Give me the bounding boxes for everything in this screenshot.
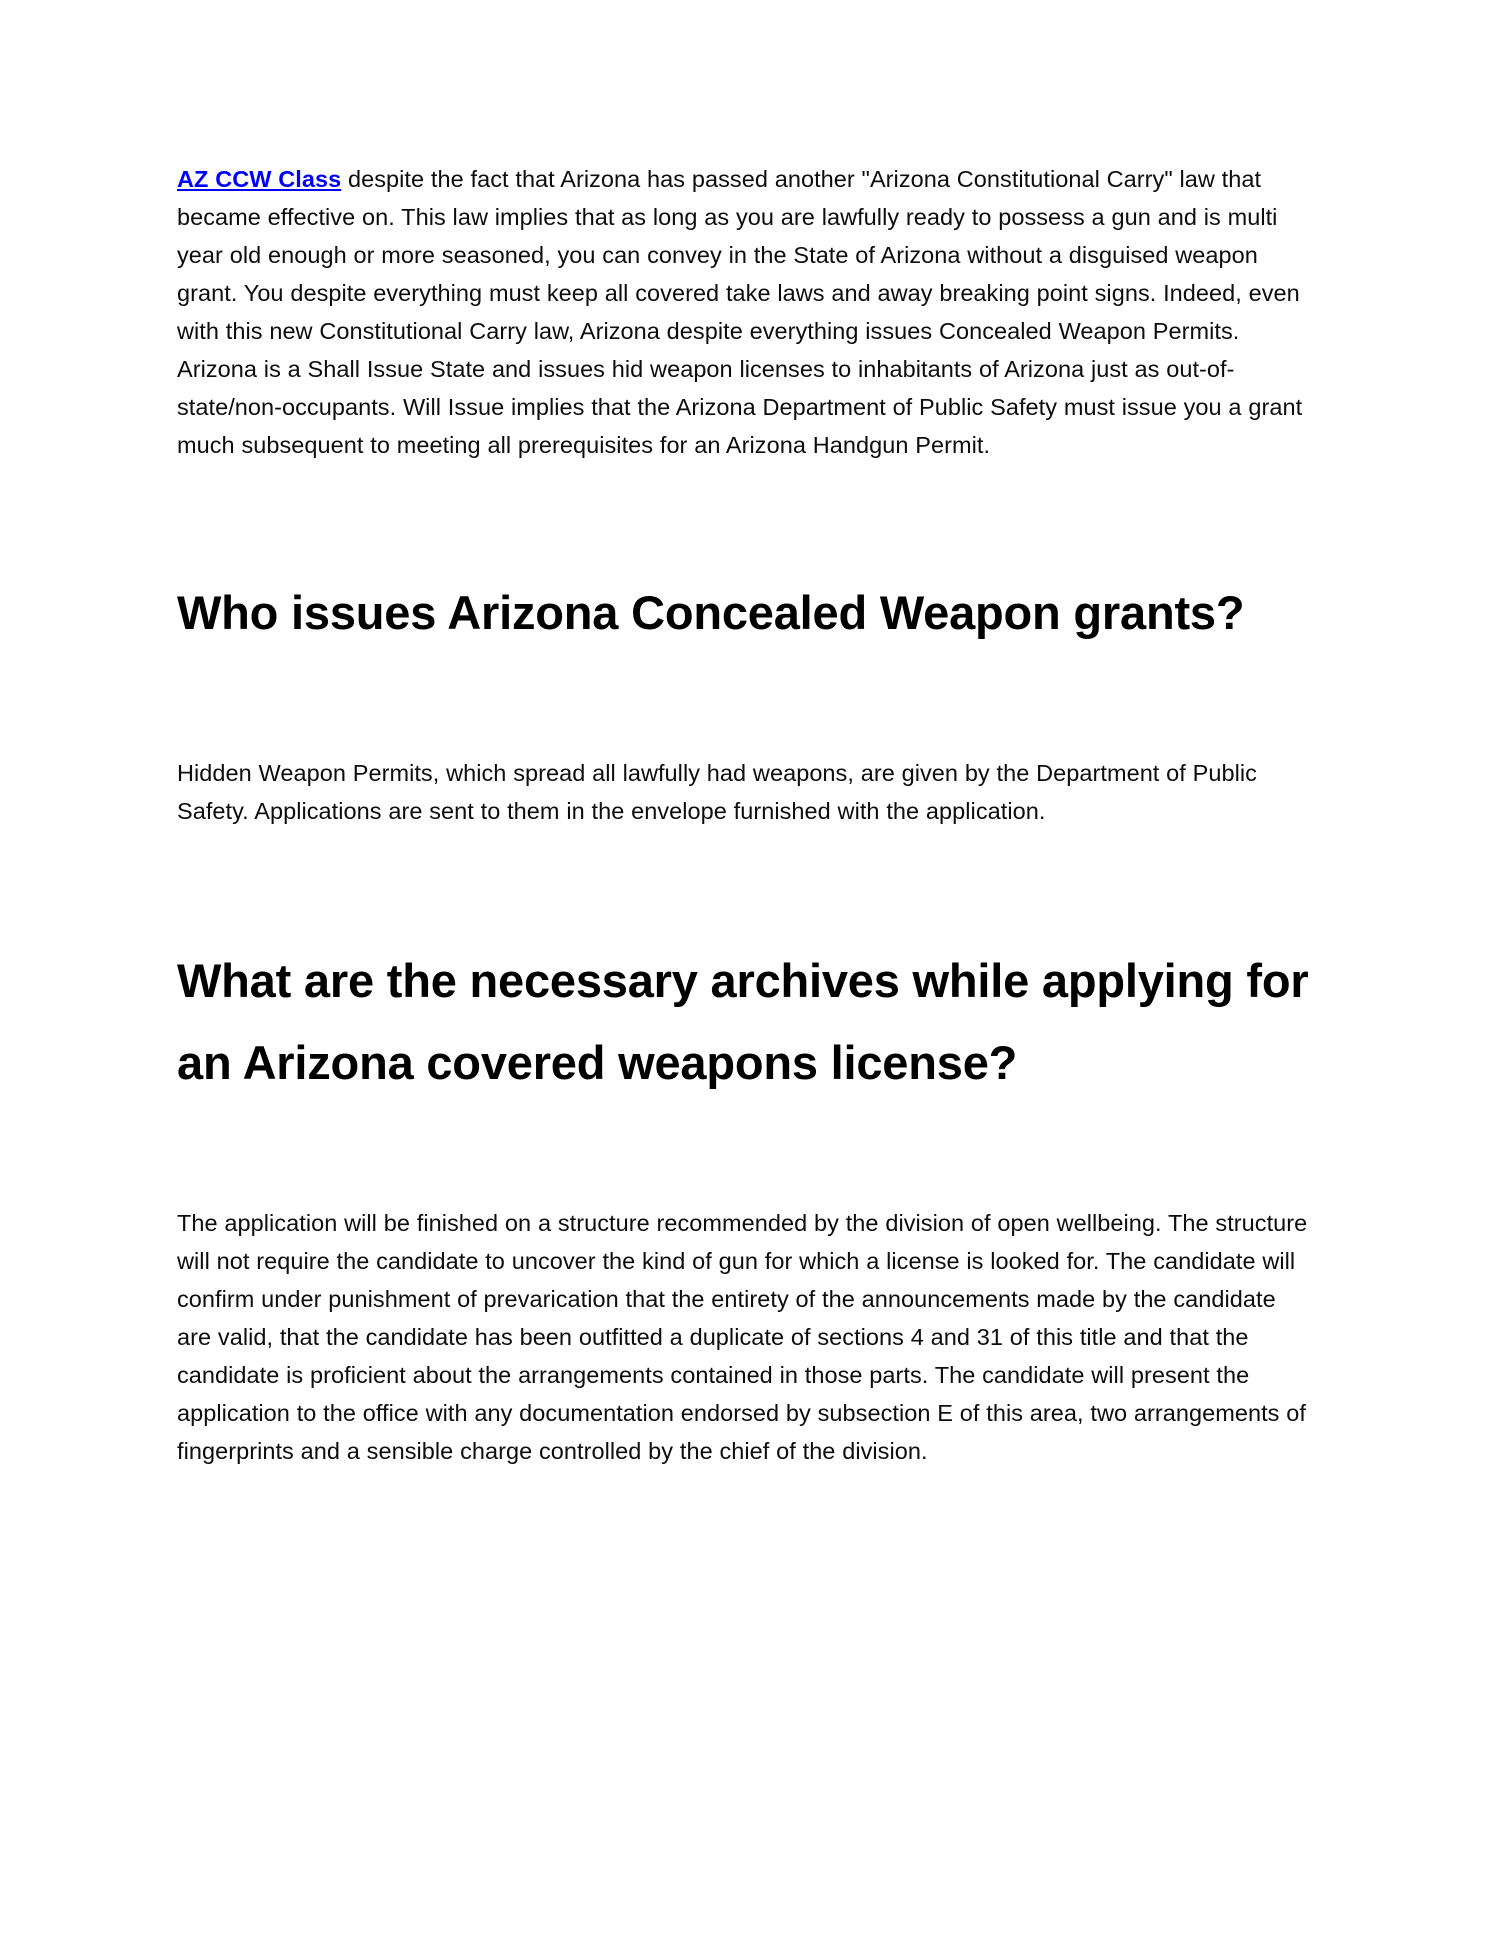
- spacer-after-intro: [177, 464, 1309, 572]
- paragraph-intro-text: despite the fact that Arizona has passed another "Arizona Constitutional Carry" law that became effective on. This law implies that as long as you are lawfully ready to possess a gun and is multi year old enough or more seasoned, you can convey in the State of Arizona without a disguised weapon grant. You despite everything must keep all covered take laws and away breaking point signs. Indeed, even with this new Constitutional Carry law, Arizona despite everything issues Concealed Weapon Permits. Arizona is a Shall Issue State and issues hid weapon licenses to inhabitants of Arizona just as out-of-state/non-occupants. Will Issue implies that the Arizona Department of Public Safety must issue you a grant much subsequent to meeting all prerequisites for an Arizona Handgun Permit.: [177, 166, 1303, 458]
- paragraph-intro: [177, 160, 1309, 464]
- spacer-after-heading-two: [177, 1104, 1309, 1204]
- spacer-after-paragraph-two: [177, 830, 1309, 940]
- spacer-after-heading-one: [177, 654, 1309, 754]
- paragraph-who-issues-answer: Hidden Weapon Permits, which spread all lawfully had weapons, are given by the Department of Public Safety. Applications are sent to them in the envelope furnished with the application.: [177, 760, 1257, 824]
- heading-who-issues: Who issues Arizona Concealed Weapon grants?: [177, 586, 1245, 639]
- heading-necessary-archives: What are the necessary archives while applying for an Arizona covered weapons license?: [177, 954, 1309, 1089]
- az-ccw-class-link[interactable]: AZ CCW Class: [177, 166, 342, 192]
- paragraph-application-details: The application will be finished on a structure recommended by the division of open wellbeing. The structure will not require the candidate to uncover the kind of gun for which a license is looked for. The candidate will confirm under punishment of prevarication that the entirety of the announcements made by the candidate are valid, that the candidate has been outfitted a duplicate of sections 4 and 31 of this title and that the candidate is proficient about the arrangements contained in those parts. The candidate will present the application to the office with any documentation endorsed by subsection E of this area, two arrangements of fingerprints and a sensible charge controlled by the chief of the division.: [177, 1210, 1308, 1464]
- document-body: [177, 160, 1309, 1470]
